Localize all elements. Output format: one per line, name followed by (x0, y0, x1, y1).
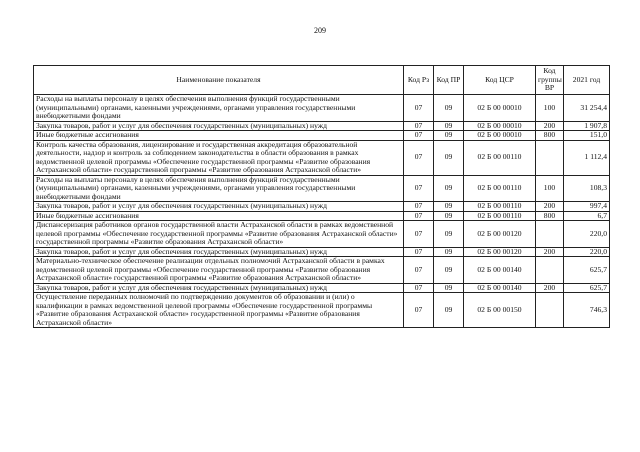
row-vr (536, 293, 564, 328)
row-amount: 151,0 (564, 131, 610, 141)
header-name: Наименование показателя (34, 66, 404, 95)
row-name: Осуществление переданных полномочий по подтверждению документов об образовании и (или) о квалификации в рамках ведомственной целевой программы «Обеспечение государственной программы «Развитие образования Астраханской области» государственной программы «Развитие образования Астраханской области» (34, 293, 404, 328)
row-pr: 09 (434, 202, 464, 212)
row-name: Материально-техническое обеспечение реализации отдельных полномочий Астраханской области в рамках ведомственной целевой программы «Обеспечение государственной программы «Развитие образования Астраханской области» государственной программы «Развитие образования Астраханской области» (34, 257, 404, 284)
table-header-row (34, 66, 610, 95)
row-csr: 02 Б 00 00140 (464, 283, 536, 293)
row-name: Диспансеризация работников органов государственной власти Астраханской области в рамках ведомственной целевой программы «Обеспечение государственной программы «Развитие образования Астраханской области» государственной программы «Развитие образования Астраханской области» (34, 221, 404, 248)
row-csr: 02 Б 00 00010 (464, 131, 536, 141)
row-pr: 09 (434, 211, 464, 221)
row-amount: 220,0 (564, 247, 610, 257)
table-row (34, 293, 610, 328)
row-csr: 02 Б 00 00110 (464, 202, 536, 212)
row-vr: 100 (536, 95, 564, 122)
row-name: Закупка товаров, работ и услуг для обеспечения государственных (муниципальных) нужд (34, 121, 404, 131)
row-csr: 02 Б 00 00120 (464, 221, 536, 248)
row-pr: 09 (434, 140, 464, 175)
header-vr: Код группы ВР (536, 66, 564, 95)
row-amount: 746,3 (564, 293, 610, 328)
header-year: 2021 год (564, 66, 610, 95)
row-pr: 09 (434, 95, 464, 122)
page-number: 209 (314, 26, 326, 35)
row-csr: 02 Б 00 00120 (464, 247, 536, 257)
row-vr: 800 (536, 211, 564, 221)
row-amount: 625,7 (564, 283, 610, 293)
row-csr: 02 Б 00 00110 (464, 175, 536, 202)
row-csr: 02 Б 00 00110 (464, 140, 536, 175)
row-name: Контроль качества образования, лицензирование и государственная аккредитация образовательной деятельности, надзор и контроль за соблюдением законодательства в области образования в рамках ведомственной целевой программы «Обеспечение государственной программы «Развитие образования Астраханской области» государственной программы «Развитие образования Астраханской области» (34, 140, 404, 175)
row-vr (536, 221, 564, 248)
row-rz: 07 (404, 95, 434, 122)
row-name: Расходы на выплаты персоналу в целях обеспечения выполнения функций государственными (муниципальными) органами, казенными учреждениями, органами управления государственными внебюджетными фондами (34, 95, 404, 122)
row-rz: 07 (404, 293, 434, 328)
row-amount: 625,7 (564, 257, 610, 284)
header-csr: Код ЦСР (464, 66, 536, 95)
row-name: Закупка товаров, работ и услуг для обеспечения государственных (муниципальных) нужд (34, 202, 404, 212)
row-name: Закупка товаров, работ и услуг для обеспечения государственных (муниципальных) нужд (34, 283, 404, 293)
row-pr: 09 (434, 121, 464, 131)
row-amount: 108,3 (564, 175, 610, 202)
row-name: Иные бюджетные ассигнования (34, 211, 404, 221)
header-rz: Код Рз (404, 66, 434, 95)
row-amount: 6,7 (564, 211, 610, 221)
row-vr: 200 (536, 121, 564, 131)
row-rz: 07 (404, 211, 434, 221)
row-rz: 07 (404, 221, 434, 248)
row-rz: 07 (404, 175, 434, 202)
row-pr: 09 (434, 131, 464, 141)
table-row (34, 140, 610, 175)
row-csr: 02 Б 00 00010 (464, 95, 536, 122)
header-pr: Код ПР (434, 66, 464, 95)
row-vr: 200 (536, 247, 564, 257)
row-pr: 09 (434, 175, 464, 202)
table-row (34, 131, 610, 141)
row-name: Расходы на выплаты персоналу в целях обеспечения выполнения функций государственными (муниципальными) органами, казенными учреждениями, органами управления государственными внебюджетными фондами (34, 175, 404, 202)
row-rz: 07 (404, 131, 434, 141)
row-vr (536, 140, 564, 175)
row-csr: 02 Б 00 00110 (464, 211, 536, 221)
row-rz: 07 (404, 140, 434, 175)
row-vr: 200 (536, 202, 564, 212)
row-amount: 31 254,4 (564, 95, 610, 122)
row-name: Иные бюджетные ассигнования (34, 131, 404, 141)
row-pr: 09 (434, 247, 464, 257)
row-vr (536, 257, 564, 284)
row-name: Закупка товаров, работ и услуг для обеспечения государственных (муниципальных) нужд (34, 247, 404, 257)
row-csr: 02 Б 00 00010 (464, 121, 536, 131)
table-row (34, 257, 610, 284)
row-amount: 1 907,8 (564, 121, 610, 131)
row-rz: 07 (404, 257, 434, 284)
table-row (34, 221, 610, 248)
row-csr: 02 Б 00 00150 (464, 293, 536, 328)
row-rz: 07 (404, 283, 434, 293)
budget-table (33, 65, 610, 328)
row-pr: 09 (434, 257, 464, 284)
row-vr: 800 (536, 131, 564, 141)
row-amount: 220,0 (564, 221, 610, 248)
row-pr: 09 (434, 293, 464, 328)
table-row (34, 95, 610, 122)
row-vr: 200 (536, 283, 564, 293)
row-pr: 09 (434, 283, 464, 293)
row-amount: 1 112,4 (564, 140, 610, 175)
table-row (34, 175, 610, 202)
table-row (34, 202, 610, 212)
row-rz: 07 (404, 202, 434, 212)
row-rz: 07 (404, 121, 434, 131)
row-vr: 100 (536, 175, 564, 202)
row-csr: 02 Б 00 00140 (464, 257, 536, 284)
row-rz: 07 (404, 247, 434, 257)
row-pr: 09 (434, 221, 464, 248)
row-amount: 997,4 (564, 202, 610, 212)
